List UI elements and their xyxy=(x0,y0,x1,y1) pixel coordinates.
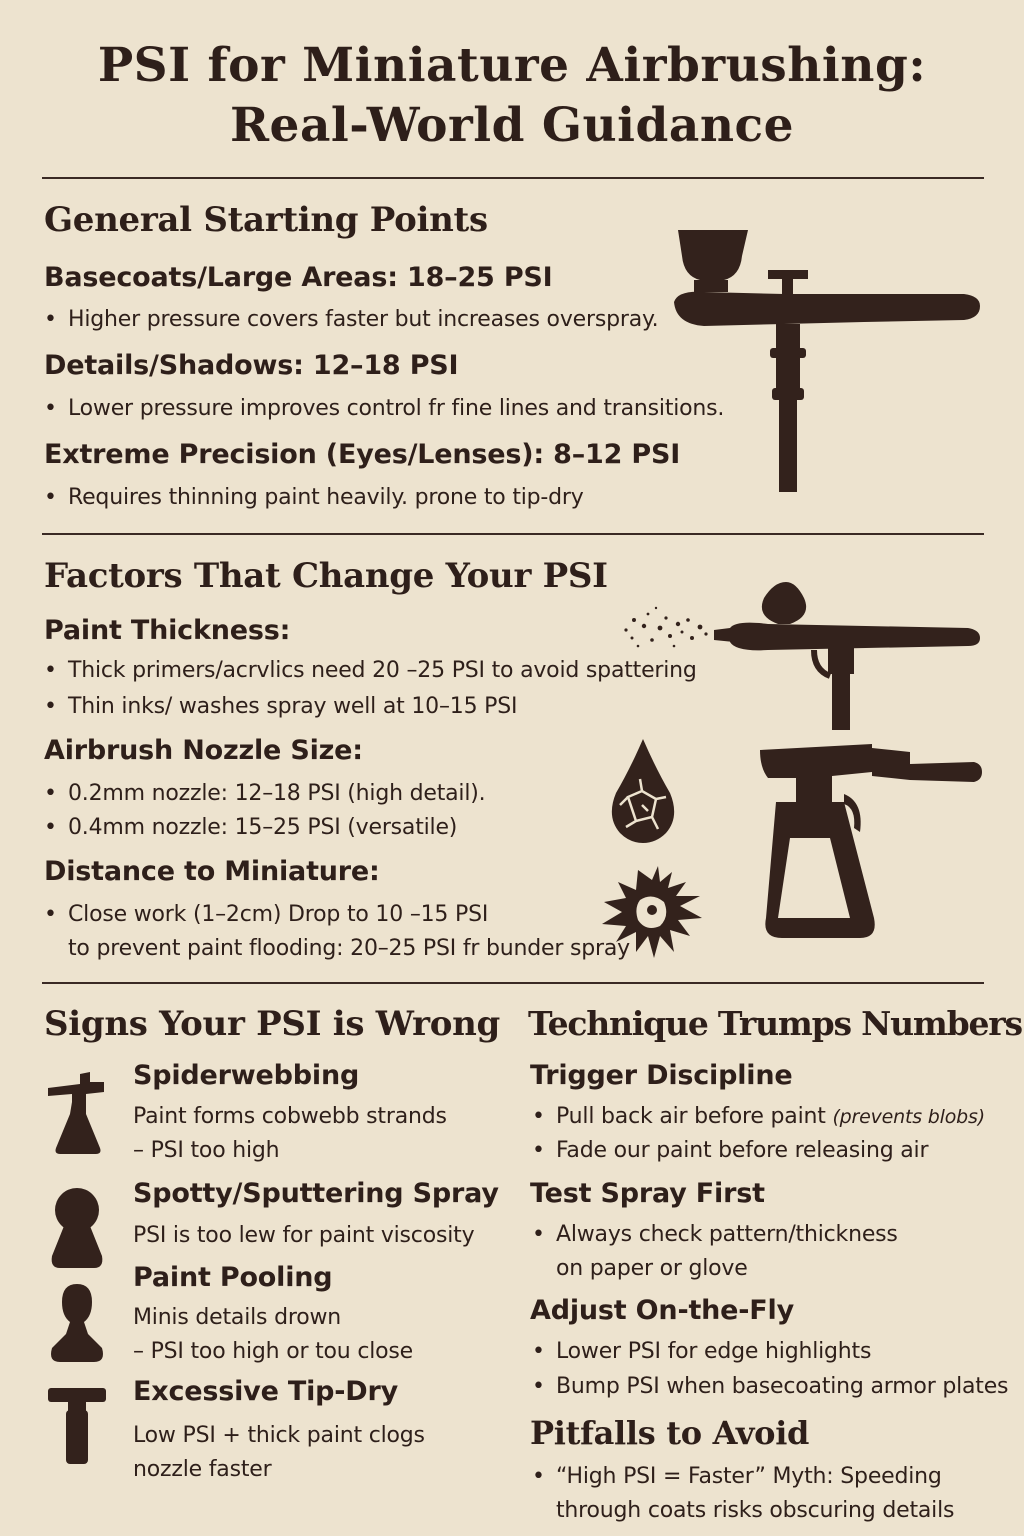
basecoats-note: • Higher pressure covers faster but increases overspray. xyxy=(68,307,658,332)
distance-label: Distance to Miniature: xyxy=(44,856,380,887)
pitfalls-heading: Pitfalls to Avoid xyxy=(530,1414,810,1452)
distance-line-1: • Close work (1–2cm) Drop to 10 –15 PSI xyxy=(68,902,488,927)
spiderwebbing-line-1: Paint forms cobwebb strands xyxy=(133,1104,447,1129)
paint-bullet-2: • Thin inks/ washes spray well at 10–15 PSI xyxy=(68,694,517,719)
cracked-drop-icon xyxy=(608,735,678,845)
trigger-bullet-2: • Fade our paint before releasing air xyxy=(556,1138,928,1163)
paint-bullet-1: • Thick primers/acrvlics need 20 –25 PSI to avoid spattering xyxy=(68,658,697,683)
airbrush-spraying-icon xyxy=(618,580,984,730)
airbrush-icon xyxy=(664,224,984,494)
nozzle-bullet-1: • 0.2mm nozzle: 12–18 PSI (high detail). xyxy=(68,781,485,806)
adjust-bullet-1: • Lower PSI for edge highlights xyxy=(556,1339,871,1364)
technique-heading: Technique Trumps Numbers xyxy=(528,1004,1022,1043)
factors-heading: Factors That Change Your PSI xyxy=(44,556,608,596)
divider xyxy=(42,533,984,535)
pitfalls-line-1: • “High PSI = Faster” Myth: Speeding xyxy=(556,1464,942,1489)
title-line-2: Real-World Guidance xyxy=(229,98,795,153)
adjust-bullet-2: • Bump PSI when basecoating armor plates xyxy=(556,1374,1008,1399)
spiderwebbing-label: Spiderwebbing xyxy=(133,1060,360,1091)
test-spray-label: Test Spray First xyxy=(530,1178,765,1209)
test-spray-line-2: on paper or glove xyxy=(556,1256,748,1281)
general-heading: General Starting Points xyxy=(44,200,488,240)
spiderwebbing-line-2: – PSI too high xyxy=(133,1138,280,1163)
paint-thickness-label: Paint Thickness: xyxy=(44,615,291,646)
divider xyxy=(42,177,984,179)
spray-gun-icon xyxy=(760,742,984,942)
clogged-tip-icon xyxy=(46,1384,108,1468)
details-note: • Lower pressure improves control fr fine lines and transitions. xyxy=(68,396,724,421)
details-label: Details/Shadows: 12–18 PSI xyxy=(44,350,459,381)
trigger-bullet-1-text: Pull back air before paint xyxy=(556,1104,833,1129)
pooling-line-1: Minis details drown xyxy=(133,1305,342,1330)
trigger-label: Trigger Discipline xyxy=(530,1060,793,1091)
trigger-bullet-1-note: (prevents blobs) xyxy=(832,1106,985,1128)
paint-blob-icon xyxy=(46,1186,108,1270)
basecoats-label: Basecoats/Large Areas: 18–25 PSI xyxy=(44,262,553,293)
page-title xyxy=(0,36,1024,156)
test-spray-line-1: • Always check pattern/thickness xyxy=(556,1222,898,1247)
divider xyxy=(42,982,984,984)
tip-dry-line-2: nozzle faster xyxy=(133,1457,272,1482)
title-line-1: PSI for Miniature Airbrushing: xyxy=(97,38,927,93)
nozzle-bullet-2: • 0.4mm nozzle: 15–25 PSI (versatile) xyxy=(68,815,457,840)
tip-dry-line-1: Low PSI + thick paint clogs xyxy=(133,1423,425,1448)
distance-line-2: to prevent paint flooding: 20–25 PSI fr bunder spray xyxy=(68,936,630,961)
pitfalls-line-2: through coats risks obscuring details xyxy=(556,1498,955,1523)
tip-dry-label: Excessive Tip-Dry xyxy=(133,1376,399,1407)
sputtering-line-1: PSI is too lew for paint viscosity xyxy=(133,1223,475,1248)
splatter-icon xyxy=(596,862,708,962)
precision-note: • Requires thinning paint heavily. prone to tip-dry xyxy=(68,485,584,510)
signs-heading: Signs Your PSI is Wrong xyxy=(44,1004,501,1044)
trigger-bullet-1 xyxy=(556,1104,985,1129)
pooling-label: Paint Pooling xyxy=(133,1262,333,1293)
spray-nozzle-icon xyxy=(46,1068,108,1156)
precision-label: Extreme Precision (Eyes/Lenses): 8–12 PSI xyxy=(44,439,681,470)
miniature-bust-icon xyxy=(46,1282,108,1364)
adjust-label: Adjust On-the-Fly xyxy=(530,1295,795,1326)
pooling-line-2: – PSI too high or tou close xyxy=(133,1339,413,1364)
nozzle-size-label: Airbrush Nozzle Size: xyxy=(44,735,363,766)
sputtering-label: Spotty/Sputtering Spray xyxy=(133,1178,499,1209)
